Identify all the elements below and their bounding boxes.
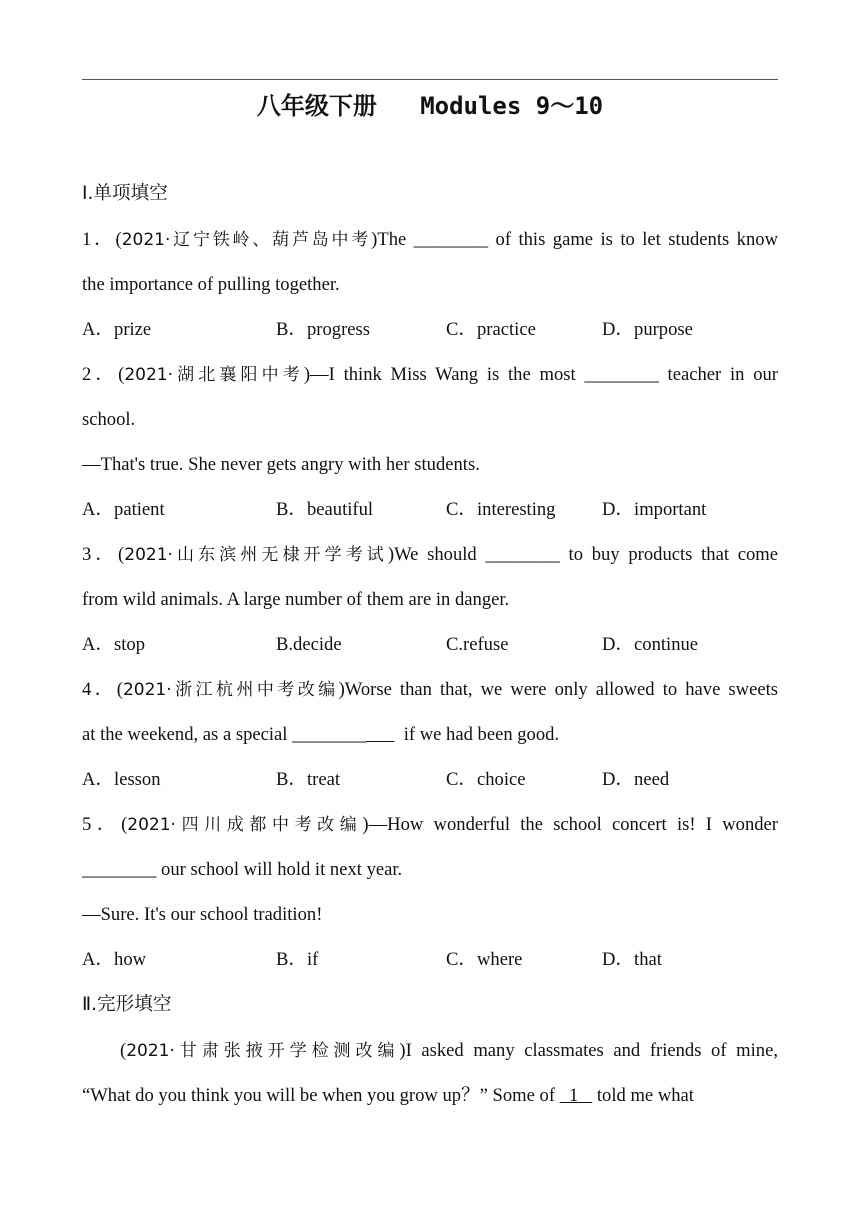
q5-option-d: D．that [602, 949, 662, 970]
q2-option-b: B．beautiful [276, 499, 374, 520]
q4-option-c: C．choice [446, 769, 526, 790]
cloze-source: 2021·甘肃张掖开学检测改编 [126, 1041, 400, 1061]
q1-number: 1．( [82, 229, 122, 250]
cloze-blank-1: 1 [559, 1085, 593, 1106]
q5-stem: )—How wonderful the school concert is! I wonder [362, 814, 778, 835]
q4-line2-text: at the weekend, as a special ________ [82, 724, 367, 745]
question-2-line-1 [82, 362, 778, 388]
q2-option-a: A．patient [82, 499, 165, 520]
q4-blank [367, 724, 395, 745]
q5-option-a: A．how [82, 949, 147, 970]
question-1-line-2: the importance of pulling together. [82, 274, 340, 295]
cloze-text-3: told me what [592, 1085, 694, 1106]
q3-source: 2021·山东滨州无棣开学考试 [124, 545, 388, 565]
q2-number: 2．( [82, 364, 125, 385]
question-2-line-2: school. [82, 409, 136, 430]
cloze-text-2: “What do you think you will be when you grow up？” Some of [82, 1085, 560, 1106]
q2-stem: )—I think Miss Wang is the most ________ teacher in our [303, 364, 778, 385]
cloze-line-2 [82, 1083, 778, 1109]
q4-option-a: A．lesson [82, 769, 161, 790]
cloze-text-1: )I asked many classmates and friends of mine, [399, 1040, 778, 1061]
q4-line2-end: if we had been good. [394, 724, 560, 745]
section-heading-2: Ⅱ.完形填空 [82, 994, 172, 1015]
question-4-line-1 [82, 677, 778, 703]
q5-option-c: C．where [446, 949, 523, 970]
q1-source: 2021·辽宁铁岭、葫芦岛中考 [121, 230, 372, 250]
q1-option-d: D．purpose [602, 319, 693, 340]
q3-option-c: C.refuse [446, 634, 509, 655]
q3-stem: )We should ________ to buy products that come [387, 544, 779, 565]
q5-source: 2021·四川成都中考改编 [127, 815, 363, 835]
question-3-line-1 [82, 542, 778, 568]
cloze-line-1 [120, 1038, 778, 1064]
q4-number: 4．( [82, 679, 123, 700]
cloze-paren: ( [120, 1040, 127, 1061]
q4-stem: )Worse than that, we were only allowed to have sweets [338, 679, 779, 700]
question-5-line-1 [82, 812, 778, 838]
q2-option-d: D．important [602, 499, 707, 520]
question-1-line-1 [82, 227, 778, 253]
question-5-line-2: ________ our school will hold it next year. [82, 859, 403, 880]
header-rule [82, 79, 778, 80]
q3-option-a: A．stop [82, 634, 146, 655]
q4-option-b: B．treat [276, 769, 341, 790]
q1-option-a: A．prize [82, 319, 152, 340]
q5-number: 5．( [82, 814, 128, 835]
page-title: 八年级下册 Modules 9～10 [256, 92, 604, 120]
section-heading-1: Ⅰ.单项填空 [82, 183, 168, 204]
q4-option-d: D．need [602, 769, 670, 790]
q4-source: 2021·浙江杭州中考改编 [122, 680, 339, 700]
question-3-line-2: from wild animals. A large number of them are in danger. [82, 589, 510, 610]
q5-option-b: B．if [276, 949, 319, 970]
question-4-line-2 [82, 722, 778, 748]
q3-option-d: D．continue [602, 634, 699, 655]
question-5-line-3: —Sure. It's our school tradition! [82, 904, 323, 925]
q2-option-c: C．interesting [446, 499, 556, 520]
q1-option-b: B．progress [276, 319, 370, 340]
q1-option-c: C．practice [446, 319, 536, 340]
q3-number: 3．( [82, 544, 125, 565]
question-2-line-3: —That's true. She never gets angry with her students. [82, 454, 480, 475]
q2-source: 2021·湖北襄阳中考 [124, 365, 304, 385]
q1-stem: )The ________ of this game is to let students know [371, 229, 778, 250]
q3-option-b: B.decide [276, 634, 342, 655]
